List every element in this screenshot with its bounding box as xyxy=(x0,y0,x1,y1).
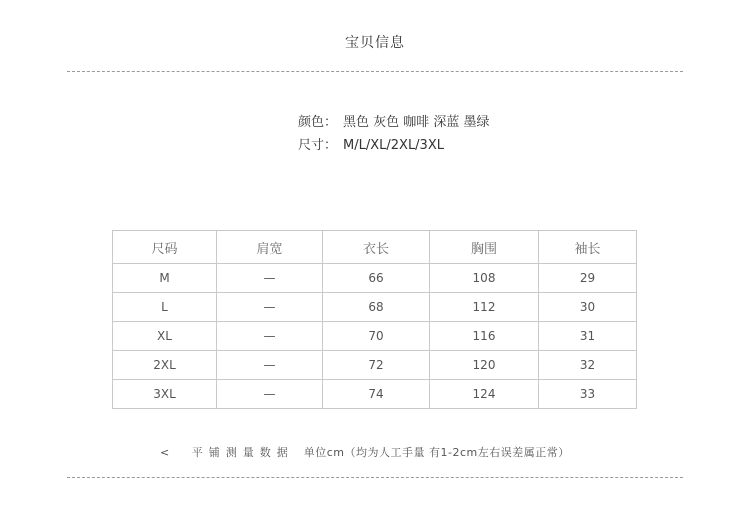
header-sleeve: 袖长 xyxy=(539,231,637,264)
cell-sleeve: 31 xyxy=(539,322,637,351)
measurement-note xyxy=(160,444,570,460)
cell-size: M xyxy=(113,264,217,293)
color-info xyxy=(298,111,490,130)
header-size: 尺码 xyxy=(113,231,217,264)
cell-length: 68 xyxy=(323,293,430,322)
cell-shoulder: — xyxy=(217,293,323,322)
note-text: 单位cm（均为人工手量 有1-2cm左右误差属正常） xyxy=(303,446,570,459)
cell-chest: 108 xyxy=(430,264,539,293)
page-title: 宝贝信息 xyxy=(345,35,405,51)
table-row xyxy=(113,264,637,293)
cell-size: XL xyxy=(113,322,217,351)
color-value: 黑色 灰色 咖啡 深蓝 墨绿 xyxy=(343,115,490,130)
cell-size: L xyxy=(113,293,217,322)
top-divider xyxy=(67,71,683,72)
table-row xyxy=(113,351,637,380)
cell-shoulder: — xyxy=(217,351,323,380)
size-value: M/L/XL/2XL/3XL xyxy=(343,138,444,153)
cell-length: 66 xyxy=(323,264,430,293)
cell-shoulder: — xyxy=(217,380,323,409)
table-row xyxy=(113,322,637,351)
cell-sleeve: 33 xyxy=(539,380,637,409)
cell-chest: 120 xyxy=(430,351,539,380)
cell-shoulder: — xyxy=(217,322,323,351)
header-shoulder: 肩宽 xyxy=(217,231,323,264)
cell-sleeve: 32 xyxy=(539,351,637,380)
cell-length: 74 xyxy=(323,380,430,409)
bottom-divider xyxy=(67,477,683,478)
color-label: 颜色： xyxy=(298,115,338,130)
header-chest: 胸围 xyxy=(430,231,539,264)
size-table xyxy=(112,230,637,409)
chevron-left-icon: < xyxy=(160,446,170,459)
cell-shoulder: — xyxy=(217,264,323,293)
table-row xyxy=(113,293,637,322)
size-label: 尺寸： xyxy=(298,138,338,153)
cell-sleeve: 29 xyxy=(539,264,637,293)
cell-size: 2XL xyxy=(113,351,217,380)
cell-chest: 116 xyxy=(430,322,539,351)
header-length: 衣长 xyxy=(323,231,430,264)
table-header-row xyxy=(113,231,637,264)
table-row xyxy=(113,380,637,409)
cell-sleeve: 30 xyxy=(539,293,637,322)
cell-chest: 112 xyxy=(430,293,539,322)
cell-chest: 124 xyxy=(430,380,539,409)
cell-size: 3XL xyxy=(113,380,217,409)
note-label: 平铺测量数据 xyxy=(191,446,294,459)
cell-length: 70 xyxy=(323,322,430,351)
cell-length: 72 xyxy=(323,351,430,380)
size-info xyxy=(298,134,444,153)
